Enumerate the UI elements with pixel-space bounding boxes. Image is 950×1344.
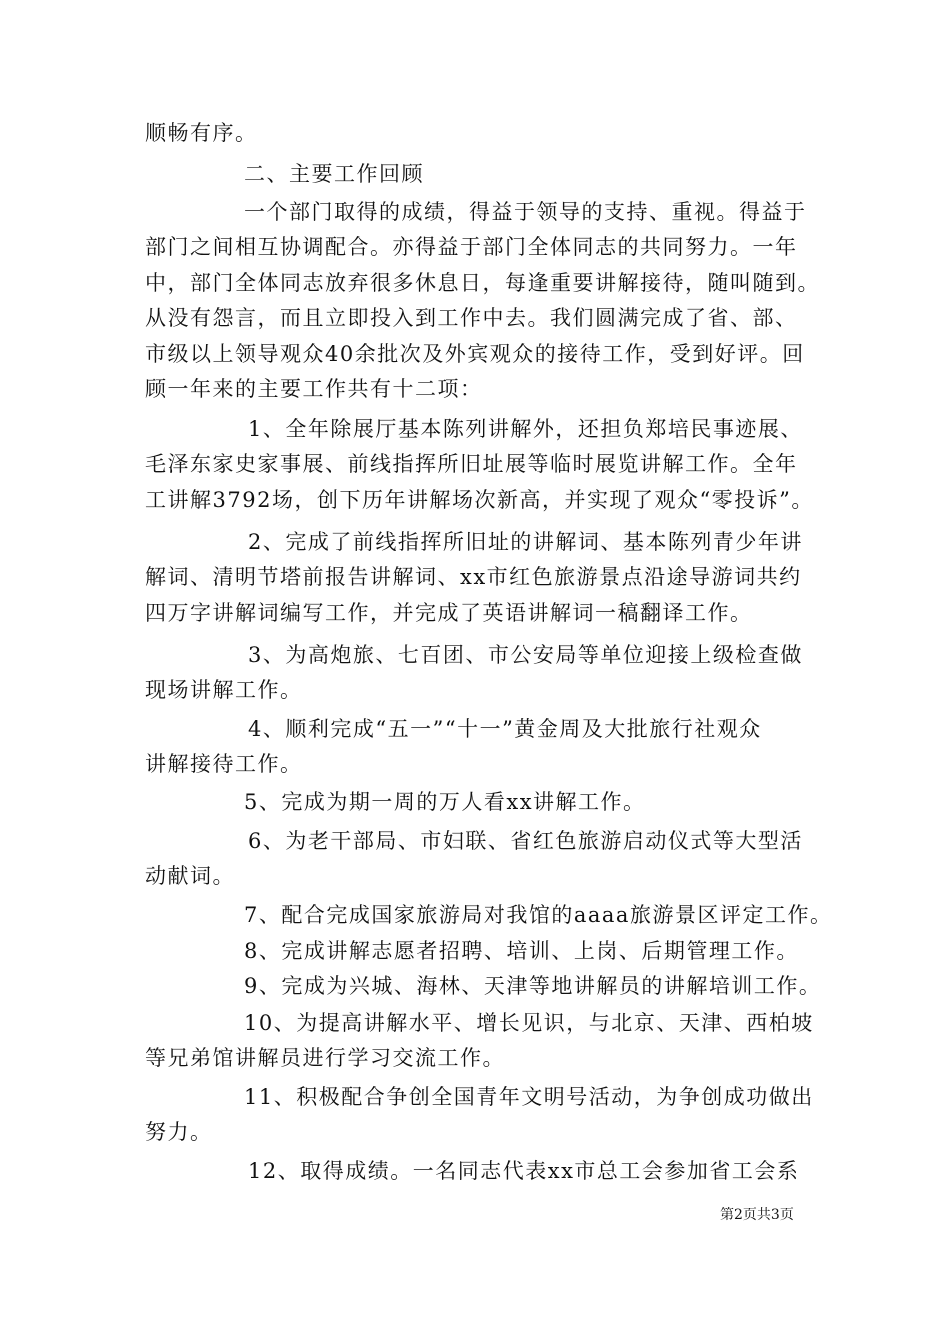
list-item-text: 2、完成了前线指挥所旧址的讲解词、基本陈列青少年讲 (248, 530, 803, 554)
list-item-text: 5、完成为期一周的万人看xx讲解工作。 (244, 790, 646, 814)
list-item-text: 10、为提高讲解水平、增长见识，与北京、天津、西柏坡 (244, 1011, 814, 1035)
list-item-text: 4、顺利完成“五一”“十一”黄金周及大批旅行社观众 (248, 717, 762, 741)
list-item-text: 12、取得成绩。一名同志代表xx市总工会参加省工会系 (248, 1159, 800, 1183)
text-line: 顺畅有序。 (145, 121, 258, 145)
list-item-text: 8、完成讲解志愿者招聘、培训、上岗、后期管理工作。 (244, 939, 799, 963)
text-line: 讲解接待工作。 (145, 752, 303, 776)
list-item-text: 11、积极配合争创全国青年文明号活动，为争创成功做出 (244, 1085, 814, 1109)
text-line: 一个部门取得的成绩，得益于领导的支持、重视。得益于 (244, 200, 807, 224)
list-item-text: 7、配合完成国家旅游局对我馆的aaaa旅游景区评定工作。 (244, 903, 833, 927)
text-line: 动献词。 (145, 864, 235, 888)
list-item-text: 3、为高炮旅、七百团、市公安局等单位迎接上级检查做 (248, 643, 803, 667)
text-line: 顾一年来的主要工作共有十二项： (145, 377, 483, 401)
text-line: 努力。 (145, 1120, 213, 1144)
text-line: 部门之间相互协调配合。亦得益于部门全体同志的共同努力。一年 (145, 235, 798, 259)
list-item-text: 6、为老干部局、市妇联、省红色旅游启动仪式等大型活 (248, 829, 803, 853)
text-line: 从没有怨言，而且立即投入到工作中去。我们圆满完成了省、部、 (145, 306, 798, 330)
text-line: 市级以上领导观众40余批次及外宾观众的接待工作，受到好评。回 (145, 342, 805, 366)
text-line: 毛泽东家史家事展、前线指挥所旧址展等临时展览讲解工作。全年 (145, 452, 798, 476)
text-line: 中，部门全体同志放弃很多休息日，每逢重要讲解接待，随叫随到。 (145, 271, 820, 295)
text-line: 工讲解3792场，创下历年讲解场次新高，并实现了观众“零投诉”。 (145, 488, 814, 512)
text-line: 解词、清明节塔前报告讲解词、xx市红色旅游景点沿途导游词共约 (145, 565, 802, 589)
list-item-text: 9、完成为兴城、海林、天津等地讲解员的讲解培训工作。 (244, 974, 822, 998)
text-line: 四万字讲解词编写工作，并完成了英语讲解词一稿翻译工作。 (145, 601, 753, 625)
section-heading: 二、主要工作回顾 (244, 162, 424, 186)
list-item-text: 1、全年除展厅基本陈列讲解外，还担负郑培民事迹展、 (248, 417, 803, 441)
page-number: 第2页共3页 (720, 1207, 794, 1223)
text-line: 等兄弟馆讲解员进行学习交流工作。 (145, 1046, 505, 1070)
text-line: 现场讲解工作。 (145, 678, 303, 702)
